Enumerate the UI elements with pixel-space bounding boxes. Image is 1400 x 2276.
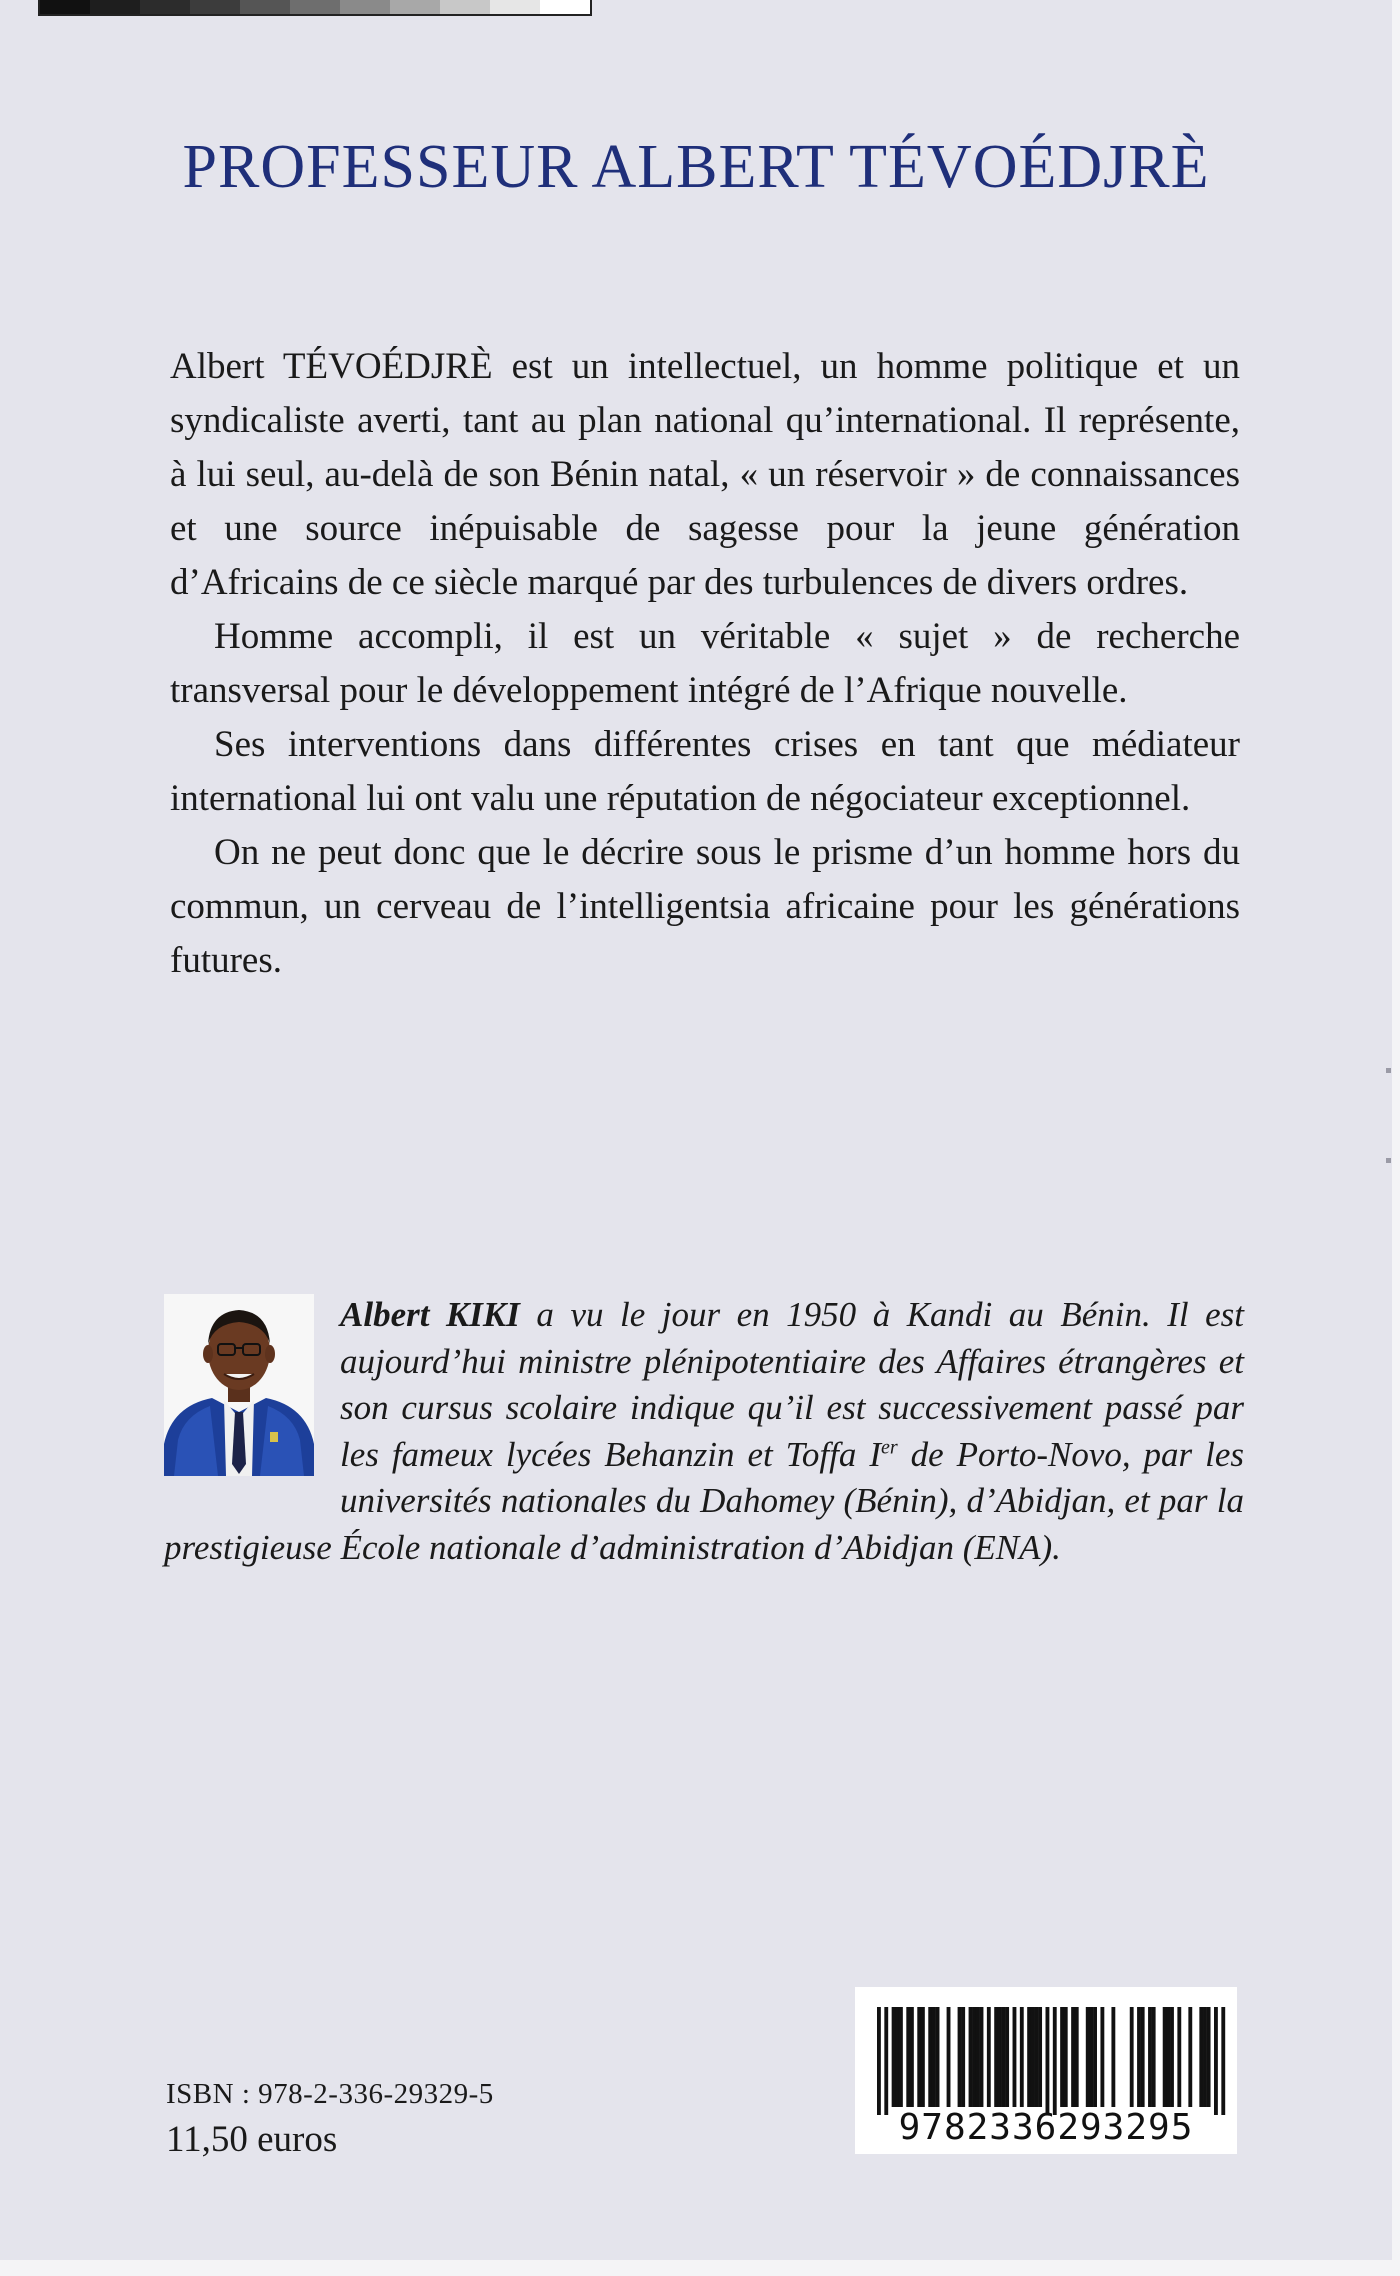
author-portrait-photo bbox=[164, 1294, 314, 1476]
barcode-bar bbox=[1141, 2007, 1145, 2107]
barcode-bar bbox=[972, 2007, 976, 2107]
print-calibration-bar bbox=[38, 0, 592, 16]
barcode-bar bbox=[921, 2007, 925, 2107]
barcode-bar bbox=[899, 2007, 903, 2107]
barcode-bar bbox=[1207, 2007, 1211, 2107]
barcode-bar bbox=[1071, 2007, 1075, 2107]
barcode-bar bbox=[892, 2007, 896, 2107]
barcode-bar bbox=[1152, 2007, 1156, 2107]
barcode-bar bbox=[1075, 2007, 1079, 2107]
summary-paragraph-4: On ne peut donc que le décrire sous le prisme d’un homme hors du commun, un cerveau de l’intelligentsia africaine pour les générations futures. bbox=[170, 832, 1240, 981]
barcode-bar bbox=[877, 2007, 881, 2115]
barcode bbox=[855, 1987, 1237, 2154]
barcode-bar bbox=[1020, 2007, 1024, 2107]
page-bottom-edge bbox=[0, 2260, 1392, 2276]
barcode-bar bbox=[947, 2007, 951, 2107]
barcode-bar bbox=[910, 2007, 914, 2107]
barcode-bar bbox=[1166, 2007, 1170, 2107]
isbn-label: ISBN : 978-2-336-29329-5 bbox=[166, 2078, 494, 2110]
author-bio-text-1: a vu le jour en 1950 à Kandi au Bénin. Il est aujourd’hui ministre plénipotentiaire des Affaires étrangères et son cursus scolaire indique qu’il est successivement passé par les fameux lycées Behanzin et Toffa I bbox=[340, 1295, 1244, 1474]
barcode-bar bbox=[1031, 2007, 1035, 2107]
barcode-bar bbox=[936, 2007, 940, 2107]
barcode-bar bbox=[1199, 2007, 1203, 2107]
summary-paragraph-2: Homme accompli, il est un véritable « sujet » de recherche transversal pour le développement intégré de l’Afrique nouvelle. bbox=[170, 616, 1240, 711]
summary-text bbox=[170, 340, 1240, 988]
barcode-bar bbox=[998, 2007, 1002, 2107]
barcode-bar bbox=[994, 2007, 998, 2107]
author-portrait-image bbox=[164, 1294, 314, 1476]
barcode-bar bbox=[1111, 2007, 1115, 2107]
barcode-bar bbox=[1177, 2007, 1181, 2107]
summary-paragraph-3: Ses interventions dans différentes crises en tant que médiateur international lui ont valu une réputation de négociateur exceptionnel. bbox=[170, 724, 1240, 819]
author-bio bbox=[164, 1292, 1244, 1571]
barcode-bar bbox=[1053, 2007, 1057, 2115]
barcode-bar bbox=[1086, 2007, 1090, 2107]
barcode-bar bbox=[1163, 2007, 1167, 2107]
barcode-bar bbox=[969, 2007, 973, 2107]
barcode-bar bbox=[917, 2007, 921, 2107]
barcode-bar bbox=[987, 2007, 991, 2107]
barcode-bar bbox=[1046, 2007, 1050, 2115]
barcode-bar bbox=[1203, 2007, 1207, 2107]
barcode-bar bbox=[1130, 2007, 1134, 2107]
summary-paragraph-1: Albert TÉVOÉDJRÈ est un intellectuel, un homme politique et un syndicaliste averti, tant au plan national qu’international. Il représente, à lui seul, au-delà de son Bénin natal, « un réservoir » de connaissances et une source inépuisable de sagesse pour la jeune génération d’Africains de ce siècle marqué par des turbulences de divers ordres. bbox=[170, 346, 1240, 603]
barcode-bar bbox=[906, 2007, 910, 2107]
barcode-bar bbox=[958, 2007, 962, 2107]
barcode-bar bbox=[928, 2007, 932, 2107]
barcode-bar bbox=[1137, 2007, 1141, 2107]
barcode-bar bbox=[961, 2007, 965, 2107]
barcode-bar bbox=[1170, 2007, 1174, 2107]
barcode-bar bbox=[980, 2007, 984, 2107]
barcode-bar bbox=[1089, 2007, 1093, 2107]
author-bio-superscript: er bbox=[881, 1435, 898, 1458]
barcode-bar bbox=[1188, 2007, 1192, 2107]
barcode-bar bbox=[1038, 2007, 1042, 2107]
barcode-bar bbox=[1027, 2007, 1031, 2107]
barcode-bar bbox=[1060, 2007, 1064, 2107]
barcode-bar bbox=[1148, 2007, 1152, 2107]
barcode-bar bbox=[1214, 2007, 1218, 2115]
barcode-bar bbox=[1005, 2007, 1009, 2107]
barcode-bar bbox=[976, 2007, 980, 2107]
barcode-digits: 9782336293295 bbox=[898, 2107, 1194, 2148]
book-title: PROFESSEUR ALBERT TÉVOÉDJRÈ bbox=[182, 133, 1210, 201]
barcode-bar bbox=[1064, 2007, 1068, 2107]
barcode-bar bbox=[884, 2007, 888, 2115]
page-edge bbox=[1392, 0, 1400, 2276]
barcode-bar bbox=[932, 2007, 936, 2107]
price-label: 11,50 euros bbox=[166, 2119, 338, 2160]
barcode-bar bbox=[895, 2007, 899, 2107]
barcode-bar bbox=[1002, 2007, 1006, 2107]
barcode-bar bbox=[1013, 2007, 1017, 2107]
barcode-bar bbox=[1093, 2007, 1097, 2107]
author-name: Albert KIKI bbox=[340, 1295, 520, 1334]
barcode-bar bbox=[1035, 2007, 1039, 2107]
author-bio-text-2: de Porto-Novo, par les universités nationales du Dahomey (Bénin), d’Abidjan, et par la prestigieuse École nationale d’administration d’Abidjan (ENA). bbox=[164, 1434, 1245, 1567]
barcode-bar bbox=[1221, 2007, 1225, 2115]
barcode-bar bbox=[1100, 2007, 1104, 2107]
